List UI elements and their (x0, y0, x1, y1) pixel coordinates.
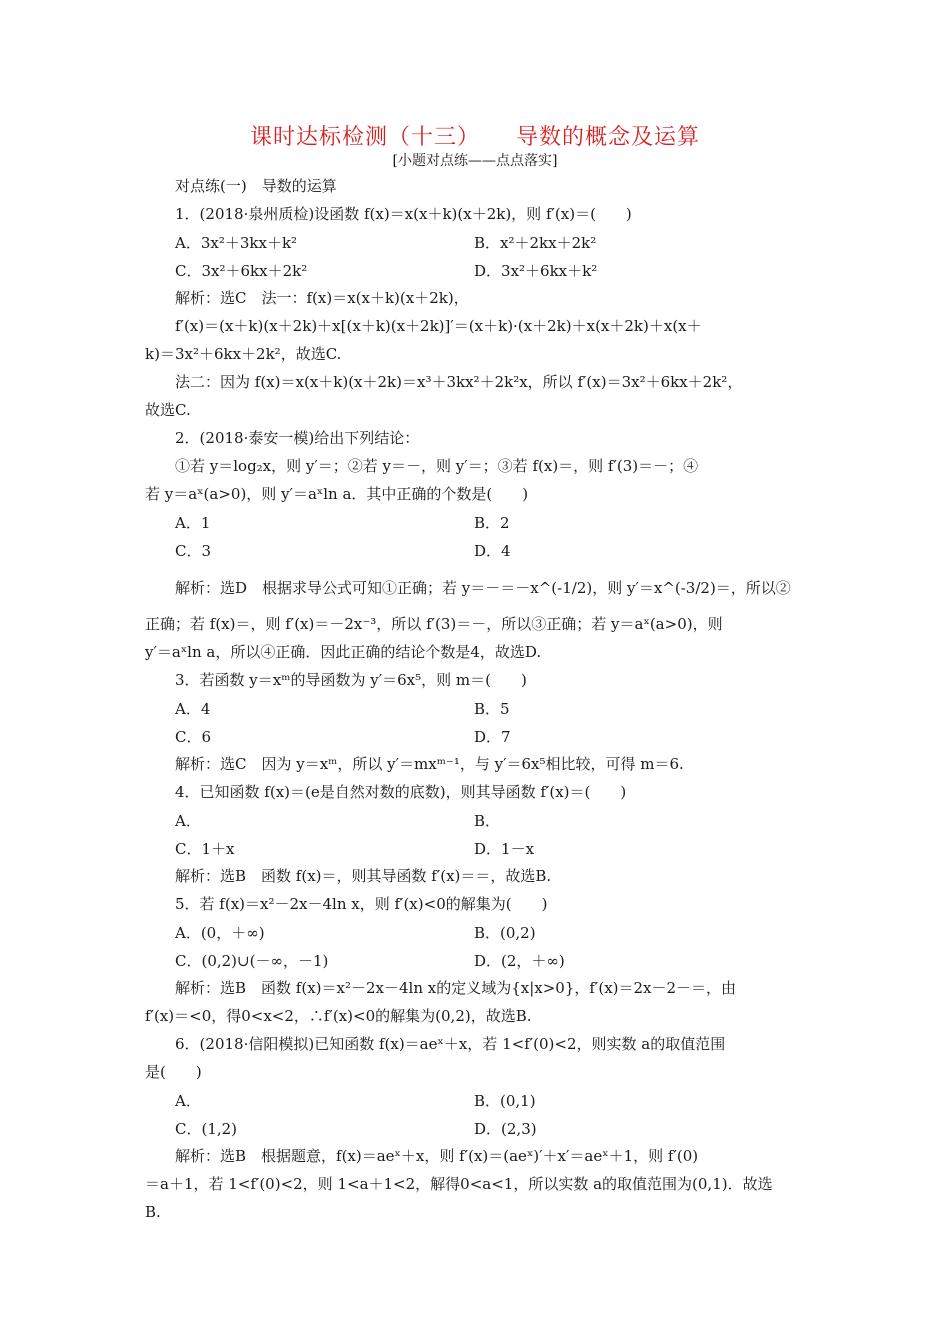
question-1-stem: 1．(2018·泉州质检)设函数 f(x)＝x(x＋k)(x＋2k)，则 f′(x)＝( ) (175, 205, 632, 223)
q1-solution-line-2: f′(x)＝(x＋k)(x＋2k)＋x[(x＋k)(x＋2k)]′＝(x＋k)·(x＋2k)＋x(x＋2k)＋x(x＋ (175, 317, 702, 335)
q2-solution-line-1: 解析：选D 根据求导公式可知①正确；若 y＝－＝－x^(-1/2)，则 y′＝x^(-3/2)＝，所以② (175, 579, 791, 597)
q3-option-b: B．5 (474, 700, 510, 718)
q1-option-c: C．3x²＋6kx＋2k² (175, 262, 308, 280)
q3-solution-line-1: 解析：选C 因为 y＝xᵐ，所以 y′＝mxᵐ⁻¹，与 y′＝6x⁵相比较，可得 m＝6. (175, 755, 684, 773)
q3-option-d: D．7 (474, 728, 511, 746)
q2-solution-line-2: 正确；若 f(x)＝，则 f′(x)＝－2x⁻³，所以 f′(3)＝－，所以③正确；若 y＝aˣ(a>0)，则 (145, 615, 723, 633)
page-subtitle: [小题对点练——点点落实] (392, 153, 558, 169)
q1-solution-line-4: 法二：因为 f(x)＝x(x＋k)(x＋2k)＝x³＋3kx²＋2k²x，所以 f′(x)＝3x²＋6kx＋2k²， (175, 373, 743, 391)
q1-option-b: B．x²＋2kx＋2k² (474, 234, 597, 252)
q1-solution-line-1: 解析：选C 法一：f(x)＝x(x＋k)(x＋2k)， (175, 289, 469, 307)
question-5-stem: 5．若 f(x)＝x²－2x－4ln x，则 f′(x)<0的解集为( ) (175, 895, 548, 913)
section-heading: 对点练(一) 导数的运算 (175, 177, 337, 195)
q6-solution-line-1: 解析：选B 根据题意，f(x)＝aeˣ＋x，则 f′(x)＝(aeˣ)′＋x′＝aeˣ＋1，则 f′(0) (175, 1147, 699, 1165)
q1-option-a: A．3x²＋3kx＋k² (175, 234, 298, 252)
q5-solution-line-2: f′(x)＝<0，得0<x<2，∴f′(x)<0的解集为(0,2)，故选B. (145, 1007, 532, 1025)
q3-option-c: C．6 (175, 728, 212, 746)
q2-option-d: D．4 (474, 542, 511, 560)
q2-statement-line-2: 若 y＝aˣ(a>0)，则 y′＝aˣln a．其中正确的个数是( ) (145, 485, 529, 503)
q4-option-b: B． (474, 812, 501, 830)
question-3-stem: 3．若函数 y＝xᵐ的导函数为 y′＝6x⁵，则 m＝( ) (175, 671, 527, 689)
q2-solution-line-3: y′＝aˣln a，所以④正确．因此正确的结论个数是4，故选D. (145, 643, 542, 661)
q5-option-d: D．(2，＋∞) (474, 952, 565, 970)
q6-option-b: B．(0,1) (474, 1092, 536, 1110)
q2-option-b: B．2 (474, 514, 510, 532)
q5-solution-line-1: 解析：选B 函数 f(x)＝x²－2x－4ln x的定义域为{x|x>0}，f′(x)＝2x－2－＝，由 (175, 979, 737, 997)
q4-option-d: D．1－x (474, 840, 535, 858)
q6-solution-line-3: B. (145, 1203, 161, 1221)
q5-option-b: B．(0,2) (474, 924, 536, 942)
question-6-stem-line-1: 6．(2018·信阳模拟)已知函数 f(x)＝aeˣ＋x，若 1<f′(0)<2，则实数 a的取值范围 (175, 1035, 726, 1053)
q5-option-c: C．(0,2)∪(－∞，－1) (175, 952, 329, 970)
q6-option-a: A． (175, 1092, 201, 1110)
q2-statement-line-1: ①若 y＝log₂x，则 y′＝；②若 y＝－，则 y′＝；③若 f(x)＝，则 f′(3)＝－；④ (175, 457, 699, 475)
q6-option-d: D．(2,3) (474, 1120, 537, 1138)
question-4-stem: 4．已知函数 f(x)＝(e是自然对数的底数)，则其导函数 f′(x)＝( ) (175, 783, 627, 801)
title-left: 课时达标检测（十三） (249, 125, 480, 150)
q6-option-c: C．(1,2) (175, 1120, 238, 1138)
q1-solution-line-5: 故选C. (145, 401, 191, 419)
q5-option-a: A．(0，＋∞) (175, 924, 265, 942)
q1-solution-line-3: k)＝3x²＋6kx＋2k²，故选C. (145, 345, 342, 363)
page-title (0, 120, 950, 151)
q4-solution-line-1: 解析：选B 函数 f(x)＝，则其导函数 f′(x)＝＝，故选B. (175, 867, 552, 885)
q1-option-d: D．3x²＋6kx＋k² (474, 262, 598, 280)
q4-option-a: A． (175, 812, 201, 830)
q2-option-a: A．1 (175, 514, 211, 532)
q3-option-a: A．4 (175, 700, 211, 718)
question-6-stem-line-2: 是( ) (145, 1063, 202, 1081)
q2-option-c: C．3 (175, 542, 212, 560)
q4-option-c: C．1＋x (175, 840, 235, 858)
question-2-stem: 2．(2018·泰安一模)给出下列结论： (175, 429, 420, 447)
q6-solution-line-2: ＝a＋1，若 1<f′(0)<2，则 1<a＋1<2，解得0<a<1，所以实数 a的取值范围为(0,1)．故选 (145, 1175, 773, 1193)
title-right: 导数的概念及运算 (516, 125, 701, 150)
